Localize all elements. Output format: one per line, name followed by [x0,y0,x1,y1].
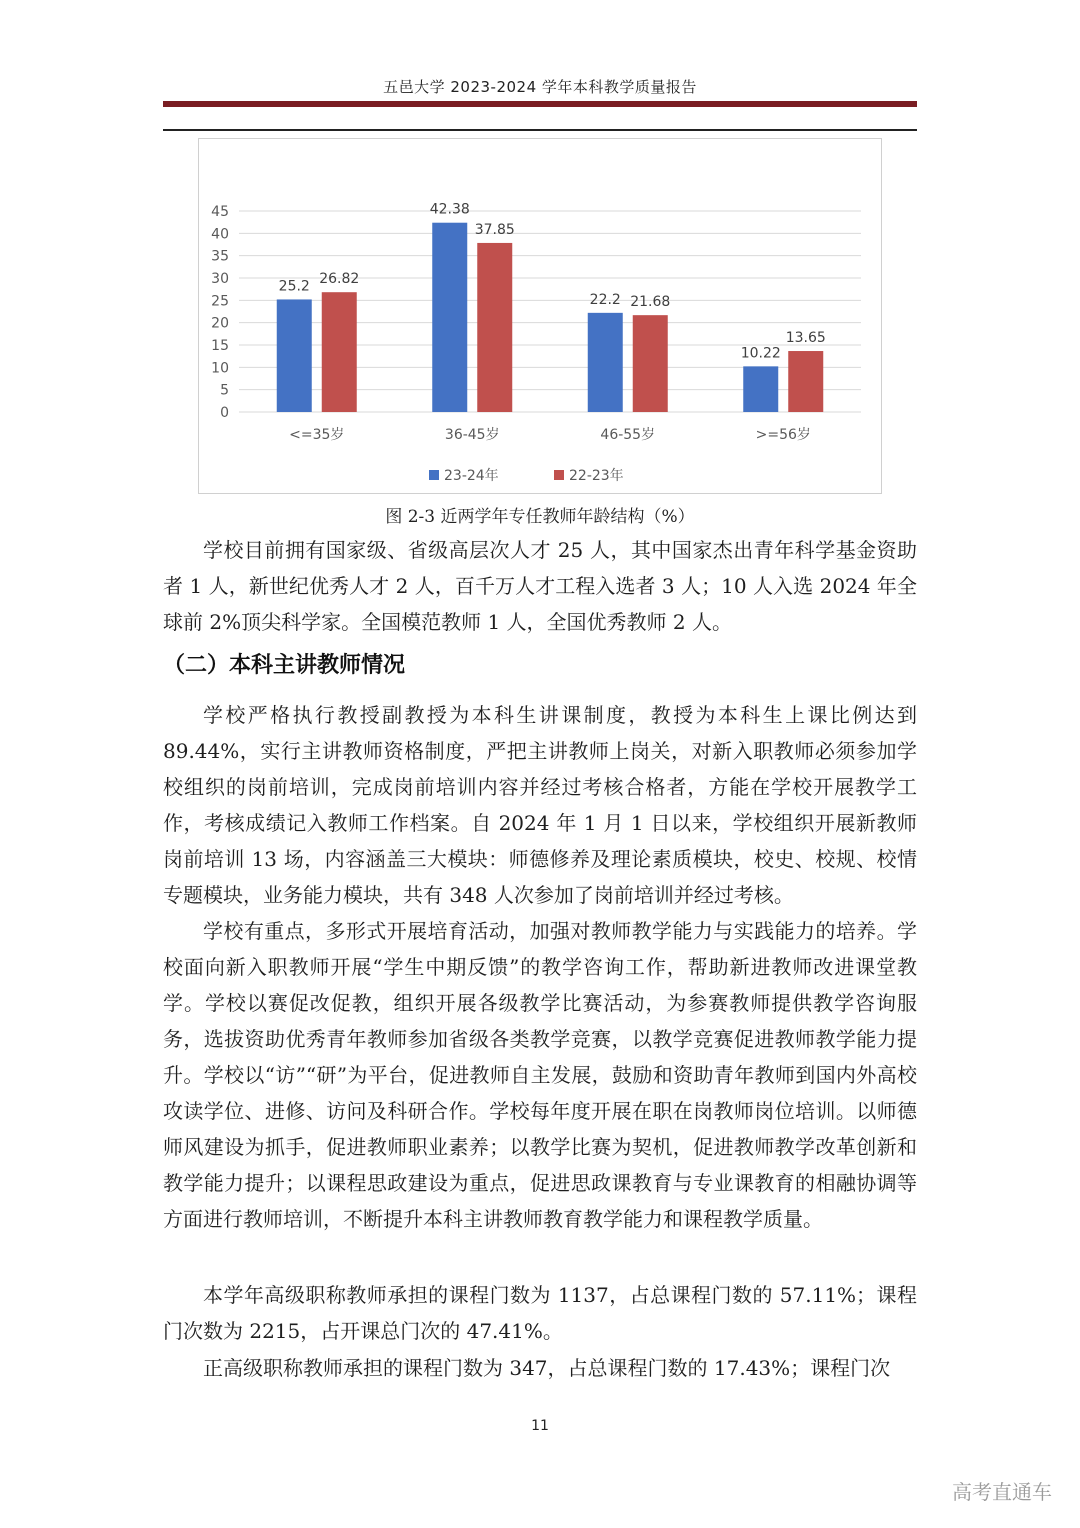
data-label: 37.85 [474,221,515,238]
data-label: 22.2 [589,291,621,308]
paragraph-3: 本学年高级职称教师承担的课程门数为 1137，占总课程门数的 57.11%；课程门次数为 2215，占开课总门次的 47.41%。 [163,1283,917,1343]
data-label: 26.82 [319,271,360,288]
legend-label: 22-23年 [569,468,624,484]
x-tick-label: <=35岁 [289,427,345,443]
age-structure-chart [198,138,882,494]
x-tick-label: >=56岁 [755,427,811,443]
header-rule-thin [163,129,917,131]
bar [743,366,778,412]
bar [633,315,668,412]
y-tick-label: 30 [211,271,229,287]
legend-swatch [429,470,439,480]
x-tick-label: 46-55岁 [600,427,656,443]
bar [432,223,467,412]
y-tick-label: 10 [211,360,229,377]
section-heading: （二）本科主讲教师情况 [163,653,406,678]
legend-swatch [554,470,564,480]
header-title: 五邑大学 2023-2024 学年本科教学质量报告 [383,78,697,96]
bar [477,243,512,412]
y-tick-label: 5 [220,382,229,399]
y-tick-label: 20 [211,315,229,332]
data-label: 21.68 [630,294,671,311]
page-number: 11 [531,1418,549,1434]
paragraph-4: 正高级职称教师承担的课程门数为 347，占总课程门数的 17.43%；课程门次 [203,1356,891,1380]
bar [277,299,312,412]
legend-label: 23-24年 [444,468,499,484]
bar [588,313,623,412]
paragraph-talent: 学校目前拥有国家级、省级高层次人才 25 人，其中国家杰出青年科学基金资助者 1 人，新世纪优秀人才 2 人，百千万人才工程入选者 3 人；10 人入选 2024 年全球前 2%顶尖科学家。全国模范教师 1 人，全国优秀教师 2 人。 [163,538,917,634]
data-label: 25.2 [278,278,310,295]
figure-caption: 图 2-3 近两学年专任教师年龄结构（%） [385,507,695,527]
paragraph-1: 学校严格执行教授副教授为本科生讲课制度，教授为本科生上课比例达到 89.44%，实行主讲教师资格制度，严把主讲教师上岗关，对新入职教师必须参加学校组织的岗前培训，完成岗前培训内容并经过考核合格者，方能在学校开展教学工作，考核成绩记入教师工作档案。自 2024 年 1 月 1 日以来，学校组织开展新教师岗前培训 13 场，内容涵盖三大模块：师德修养及理论素质模块，校史、校规、校情专题模块，业务能力模块，共有 348 人次参加了岗前培训并经过考核。 [163,703,917,907]
y-tick-label: 45 [211,204,229,220]
y-tick-label: 0 [220,405,229,421]
bar [788,351,823,412]
data-label: 42.38 [429,201,470,218]
y-tick-label: 25 [211,293,229,310]
y-tick-label: 15 [211,338,229,354]
y-tick-label: 35 [211,248,229,265]
data-label: 13.65 [785,330,826,347]
x-tick-label: 36-45岁 [444,427,500,443]
y-tick-label: 40 [211,226,229,243]
paragraph-2: 学校有重点，多形式开展培育活动，加强对教师教学能力与实践能力的培养。学校面向新入职教师开展“学生中期反馈”的教学咨询工作，帮助新进教师改进课堂教学。学校以赛促改促教，组织开展各级教学比赛活动，为参赛教师提供教学咨询服务，选拔资助优秀青年教师参加省级各类教学竞赛，以教学竞赛促进教师教学能力提升。学校以“访”“研”为平台，促进教师自主发展，鼓励和资助青年教师到国内外高校攻读学位、进修、访问及科研合作。学校每年度开展在职在岗教师岗位培训。以师德师风建设为抓手，促进教师职业素养；以教学比赛为契机，促进教师教学改革创新和教学能力提升；以课程思政建设为重点，促进思政课教育与专业课教育的相融协调等方面进行教师培训，不断提升本科主讲教师教育教学能力和课程教学质量。 [163,919,917,1231]
chart-canvas [199,139,881,493]
watermark: 高考直通车 [952,1480,1052,1504]
bar [322,292,357,412]
header-rule-thick [163,101,917,107]
data-label: 10.22 [740,345,781,362]
